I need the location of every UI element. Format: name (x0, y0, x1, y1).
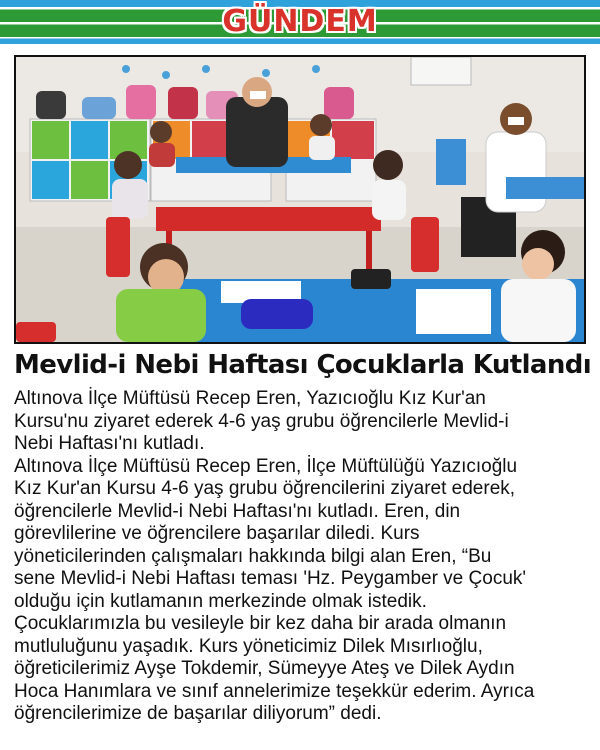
article-line: Kız Kur'an Kursu 4-6 yaş grubu öğrencilerini ziyaret ederek, (14, 478, 516, 499)
article-line: Nebi Haftası'nı kutladı. (14, 433, 205, 454)
article-line: Altınova İlçe Müftüsü Recep Eren, Yazıcıoğlu Kız Kur'an (14, 388, 486, 409)
article-headline: Mevlid-i Nebi Haftası Çocuklarla Kutlandı (14, 350, 592, 380)
article-line: öğrencilerimize de başarılar diliyorum” dedi. (14, 703, 382, 724)
article-body (14, 388, 590, 726)
article-photo (14, 55, 586, 344)
article-line: görevlilerine ve öğrencilere başarılar diledi. Kurs (14, 523, 420, 544)
article-line: mutluluğunu yaşadık. Kurs yöneticimiz Dilek Mısırlıoğlu, (14, 635, 483, 657)
article-line: Çocuklarımızla bu vesileyle bir kez daha bir arada olmanın (14, 613, 507, 634)
classroom-photo-illustration (16, 57, 584, 342)
article-line: sene Mevlid-i Nebi Haftası teması 'Hz. Peygamber ve Çocuk' (14, 568, 527, 589)
article-line: yöneticilerinden çalışmaları hakkında bilgi alan Eren, “Bu (14, 545, 492, 567)
article-line: Kursu'nu ziyaret ederek 4-6 yaş grubu öğrencilerle Mevlid-i (14, 410, 509, 432)
article-line: Hoca Hanımlara ve sınıf annelerimize teşekkür ederim. Ayrıca (14, 680, 535, 702)
article-line: öğreticilerimiz Ayşe Tokdemir, Sümeyye Ateş ve Dilek Aydın (14, 658, 515, 679)
section-label: GÜNDEM (222, 4, 378, 39)
section-banner (0, 0, 600, 44)
article-line: olduğu için kutlamanın merkezinde olmak istedik. (14, 590, 427, 612)
article-line: öğrencilerle Mevlid-i Nebi Haftası'nı kutladı. Eren, din (14, 500, 461, 522)
article-line: Altınova İlçe Müftüsü Recep Eren, İlçe Müftülüğü Yazıcıoğlu (14, 455, 518, 477)
